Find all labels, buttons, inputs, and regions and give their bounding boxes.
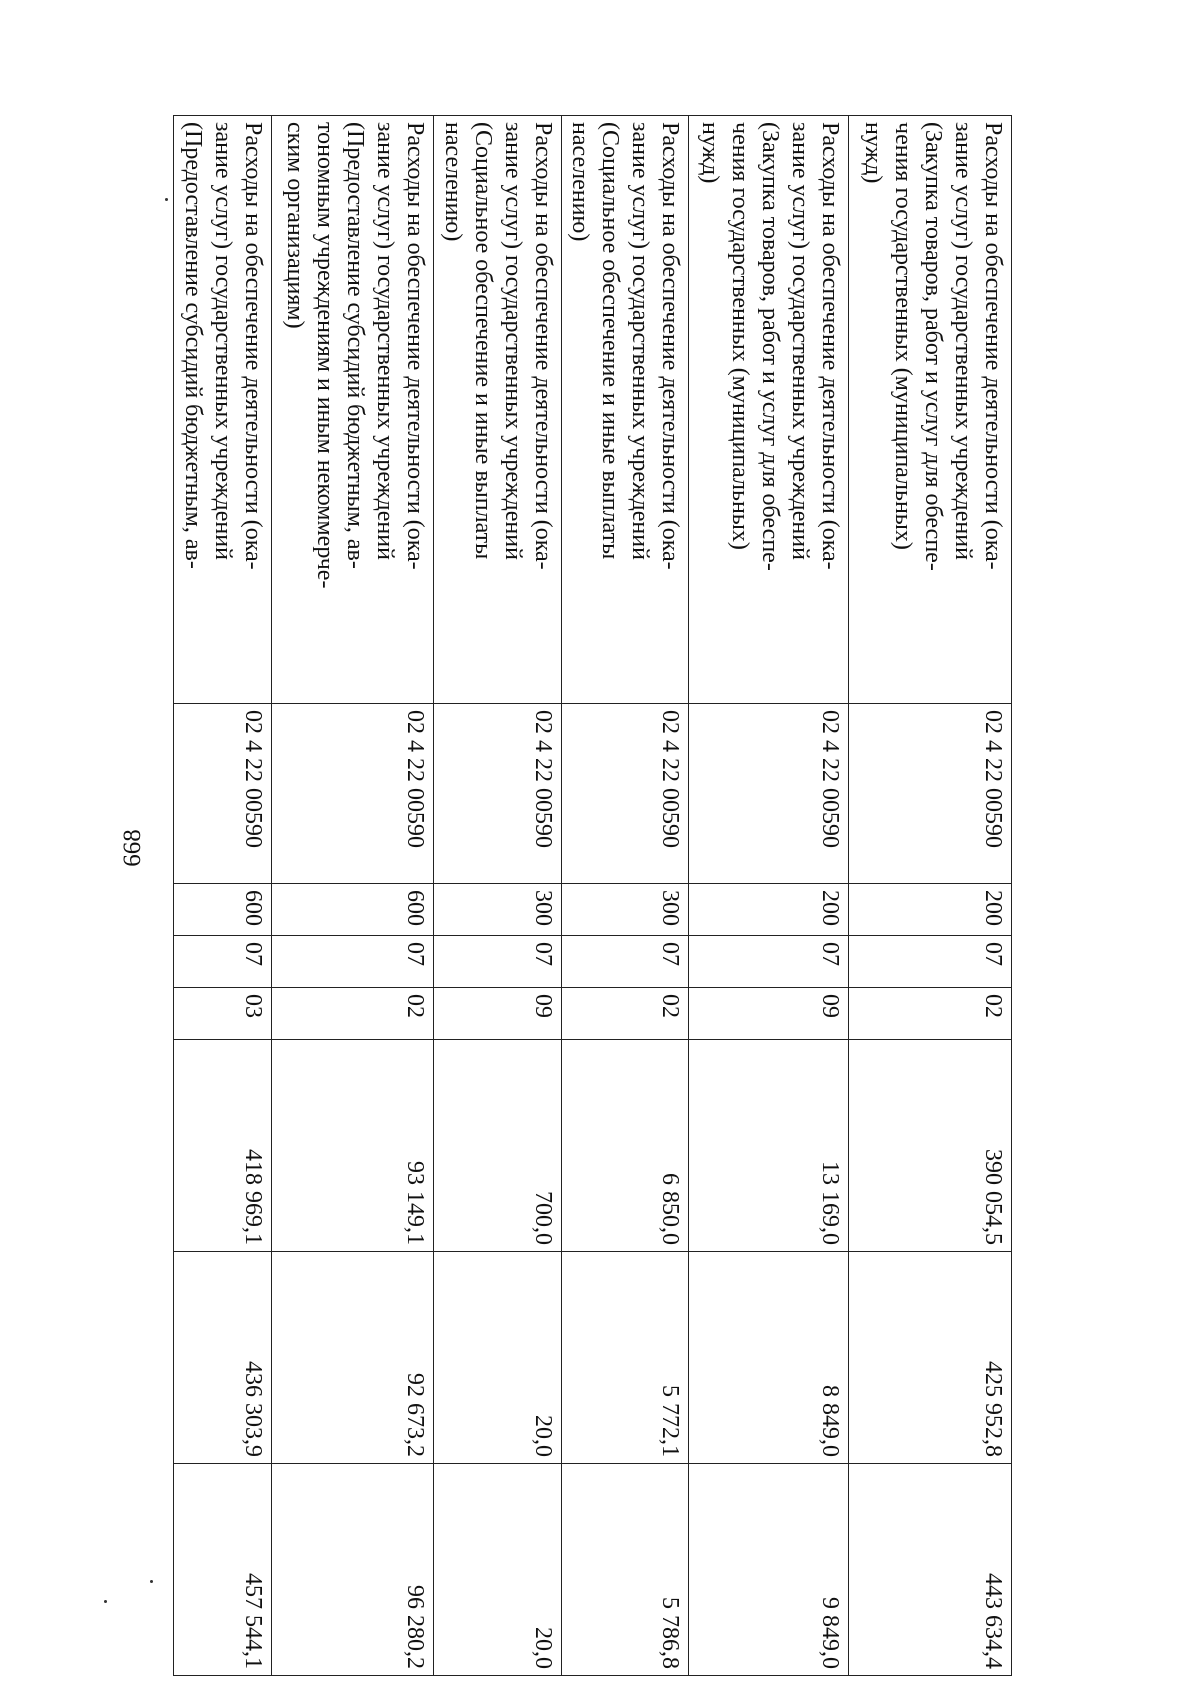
description-line: населению) — [440, 122, 466, 242]
expense-type-code: 300 — [434, 884, 562, 936]
amount-year-2: 436 303,9 — [174, 1252, 272, 1464]
description-line: (Социальное обеспечение и иные выплаты — [597, 122, 623, 560]
subsection-code: 02 — [849, 988, 1012, 1040]
scan-speck — [165, 198, 168, 201]
target-article-code: 02 4 22 00590 — [689, 704, 849, 884]
description-line: (Предоставление субсидий бюджетным, ав- — [180, 122, 206, 569]
description-line: чения государственных (муниципальных) — [890, 122, 916, 550]
subsection-code: 02 — [272, 988, 434, 1040]
target-article-code: 02 4 22 00590 — [562, 704, 689, 884]
description-line: Расходы на обеспечение деятельности (ока- — [657, 122, 683, 570]
description-line: (Закупка товаров, работ и услуг для обеспе- — [757, 122, 783, 571]
row-description — [562, 116, 689, 704]
page-number: 668 — [119, 829, 146, 867]
scan-speck — [104, 1600, 107, 1603]
row-description — [434, 116, 562, 704]
description-line: Расходы на обеспечение деятельности (ока- — [240, 122, 266, 570]
amount-year-3: 96 280,2 — [272, 1464, 434, 1676]
row-description — [689, 116, 849, 704]
budget-table — [173, 115, 1012, 1676]
row-description — [174, 116, 272, 704]
description-line: тономным учреждениям и иным некоммерче- — [312, 122, 338, 589]
scan-speck — [150, 1580, 153, 1583]
description-line: чения государственных (муниципальных) — [727, 122, 753, 550]
amount-year-2: 425 952,8 — [849, 1252, 1012, 1464]
amount-year-3: 20,0 — [434, 1464, 562, 1676]
expense-type-code: 600 — [272, 884, 434, 936]
description-line: нужд) — [697, 122, 723, 184]
target-article-code: 02 4 22 00590 — [174, 704, 272, 884]
description-line: ским организациям) — [282, 122, 308, 329]
amount-year-1: 390 054,5 — [849, 1040, 1012, 1252]
section-code: 07 — [689, 936, 849, 988]
description-line: (Закупка товаров, работ и услуг для обеспе- — [920, 122, 946, 571]
amount-year-1: 13 169,0 — [689, 1040, 849, 1252]
table-row — [689, 116, 849, 1676]
amount-year-3: 5 786,8 — [562, 1464, 689, 1676]
subsection-code: 09 — [434, 988, 562, 1040]
description-line: зание услуг) государственных учреждений — [210, 122, 236, 560]
expense-type-code: 600 — [174, 884, 272, 936]
description-line: Расходы на обеспечение деятельности (ока- — [980, 122, 1006, 570]
subsection-code: 03 — [174, 988, 272, 1040]
section-code: 07 — [272, 936, 434, 988]
description-line: нужд) — [860, 122, 886, 184]
description-line: зание услуг) государственных учреждений — [627, 122, 653, 560]
amount-year-2: 5 772,1 — [562, 1252, 689, 1464]
description-line: зание услуг) государственных учреждений — [787, 122, 813, 560]
row-description — [272, 116, 434, 704]
amount-year-2: 20,0 — [434, 1252, 562, 1464]
expense-type-code: 200 — [849, 884, 1012, 936]
description-line: (Социальное обеспечение и иные выплаты — [470, 122, 496, 560]
description-line: зание услуг) государственных учреждений — [500, 122, 526, 560]
section-code: 07 — [174, 936, 272, 988]
amount-year-1: 6 850,0 — [562, 1040, 689, 1252]
row-description — [849, 116, 1012, 704]
table-row — [434, 116, 562, 1676]
description-line: населению) — [567, 122, 593, 242]
table-row — [272, 116, 434, 1676]
expense-type-code: 200 — [689, 884, 849, 936]
amount-year-2: 92 673,2 — [272, 1252, 434, 1464]
amount-year-2: 8 849,0 — [689, 1252, 849, 1464]
amount-year-1: 418 969,1 — [174, 1040, 272, 1252]
table-body — [174, 116, 1012, 1676]
subsection-code: 09 — [689, 988, 849, 1040]
target-article-code: 02 4 22 00590 — [434, 704, 562, 884]
section-code: 07 — [849, 936, 1012, 988]
table-row — [174, 116, 272, 1676]
section-code: 07 — [434, 936, 562, 988]
amount-year-1: 93 149,1 — [272, 1040, 434, 1252]
rotated-table-sheet — [180, 115, 1012, 1675]
description-line: Расходы на обеспечение деятельности (ока- — [530, 122, 556, 570]
table-row — [562, 116, 689, 1676]
description-line: Расходы на обеспечение деятельности (ока- — [817, 122, 843, 570]
section-code: 07 — [562, 936, 689, 988]
amount-year-3: 457 544,1 — [174, 1464, 272, 1676]
description-line: Расходы на обеспечение деятельности (ока- — [402, 122, 428, 570]
target-article-code: 02 4 22 00590 — [272, 704, 434, 884]
table-row — [849, 116, 1012, 1676]
amount-year-3: 443 634,4 — [849, 1464, 1012, 1676]
amount-year-3: 9 849,0 — [689, 1464, 849, 1676]
expense-type-code: 300 — [562, 884, 689, 936]
amount-year-1: 700,0 — [434, 1040, 562, 1252]
subsection-code: 02 — [562, 988, 689, 1040]
target-article-code: 02 4 22 00590 — [849, 704, 1012, 884]
description-line: зание услуг) государственных учреждений — [950, 122, 976, 560]
description-line: зание услуг) государственных учреждений — [372, 122, 398, 560]
description-line: (Предоставление субсидий бюджетным, ав- — [342, 122, 368, 569]
